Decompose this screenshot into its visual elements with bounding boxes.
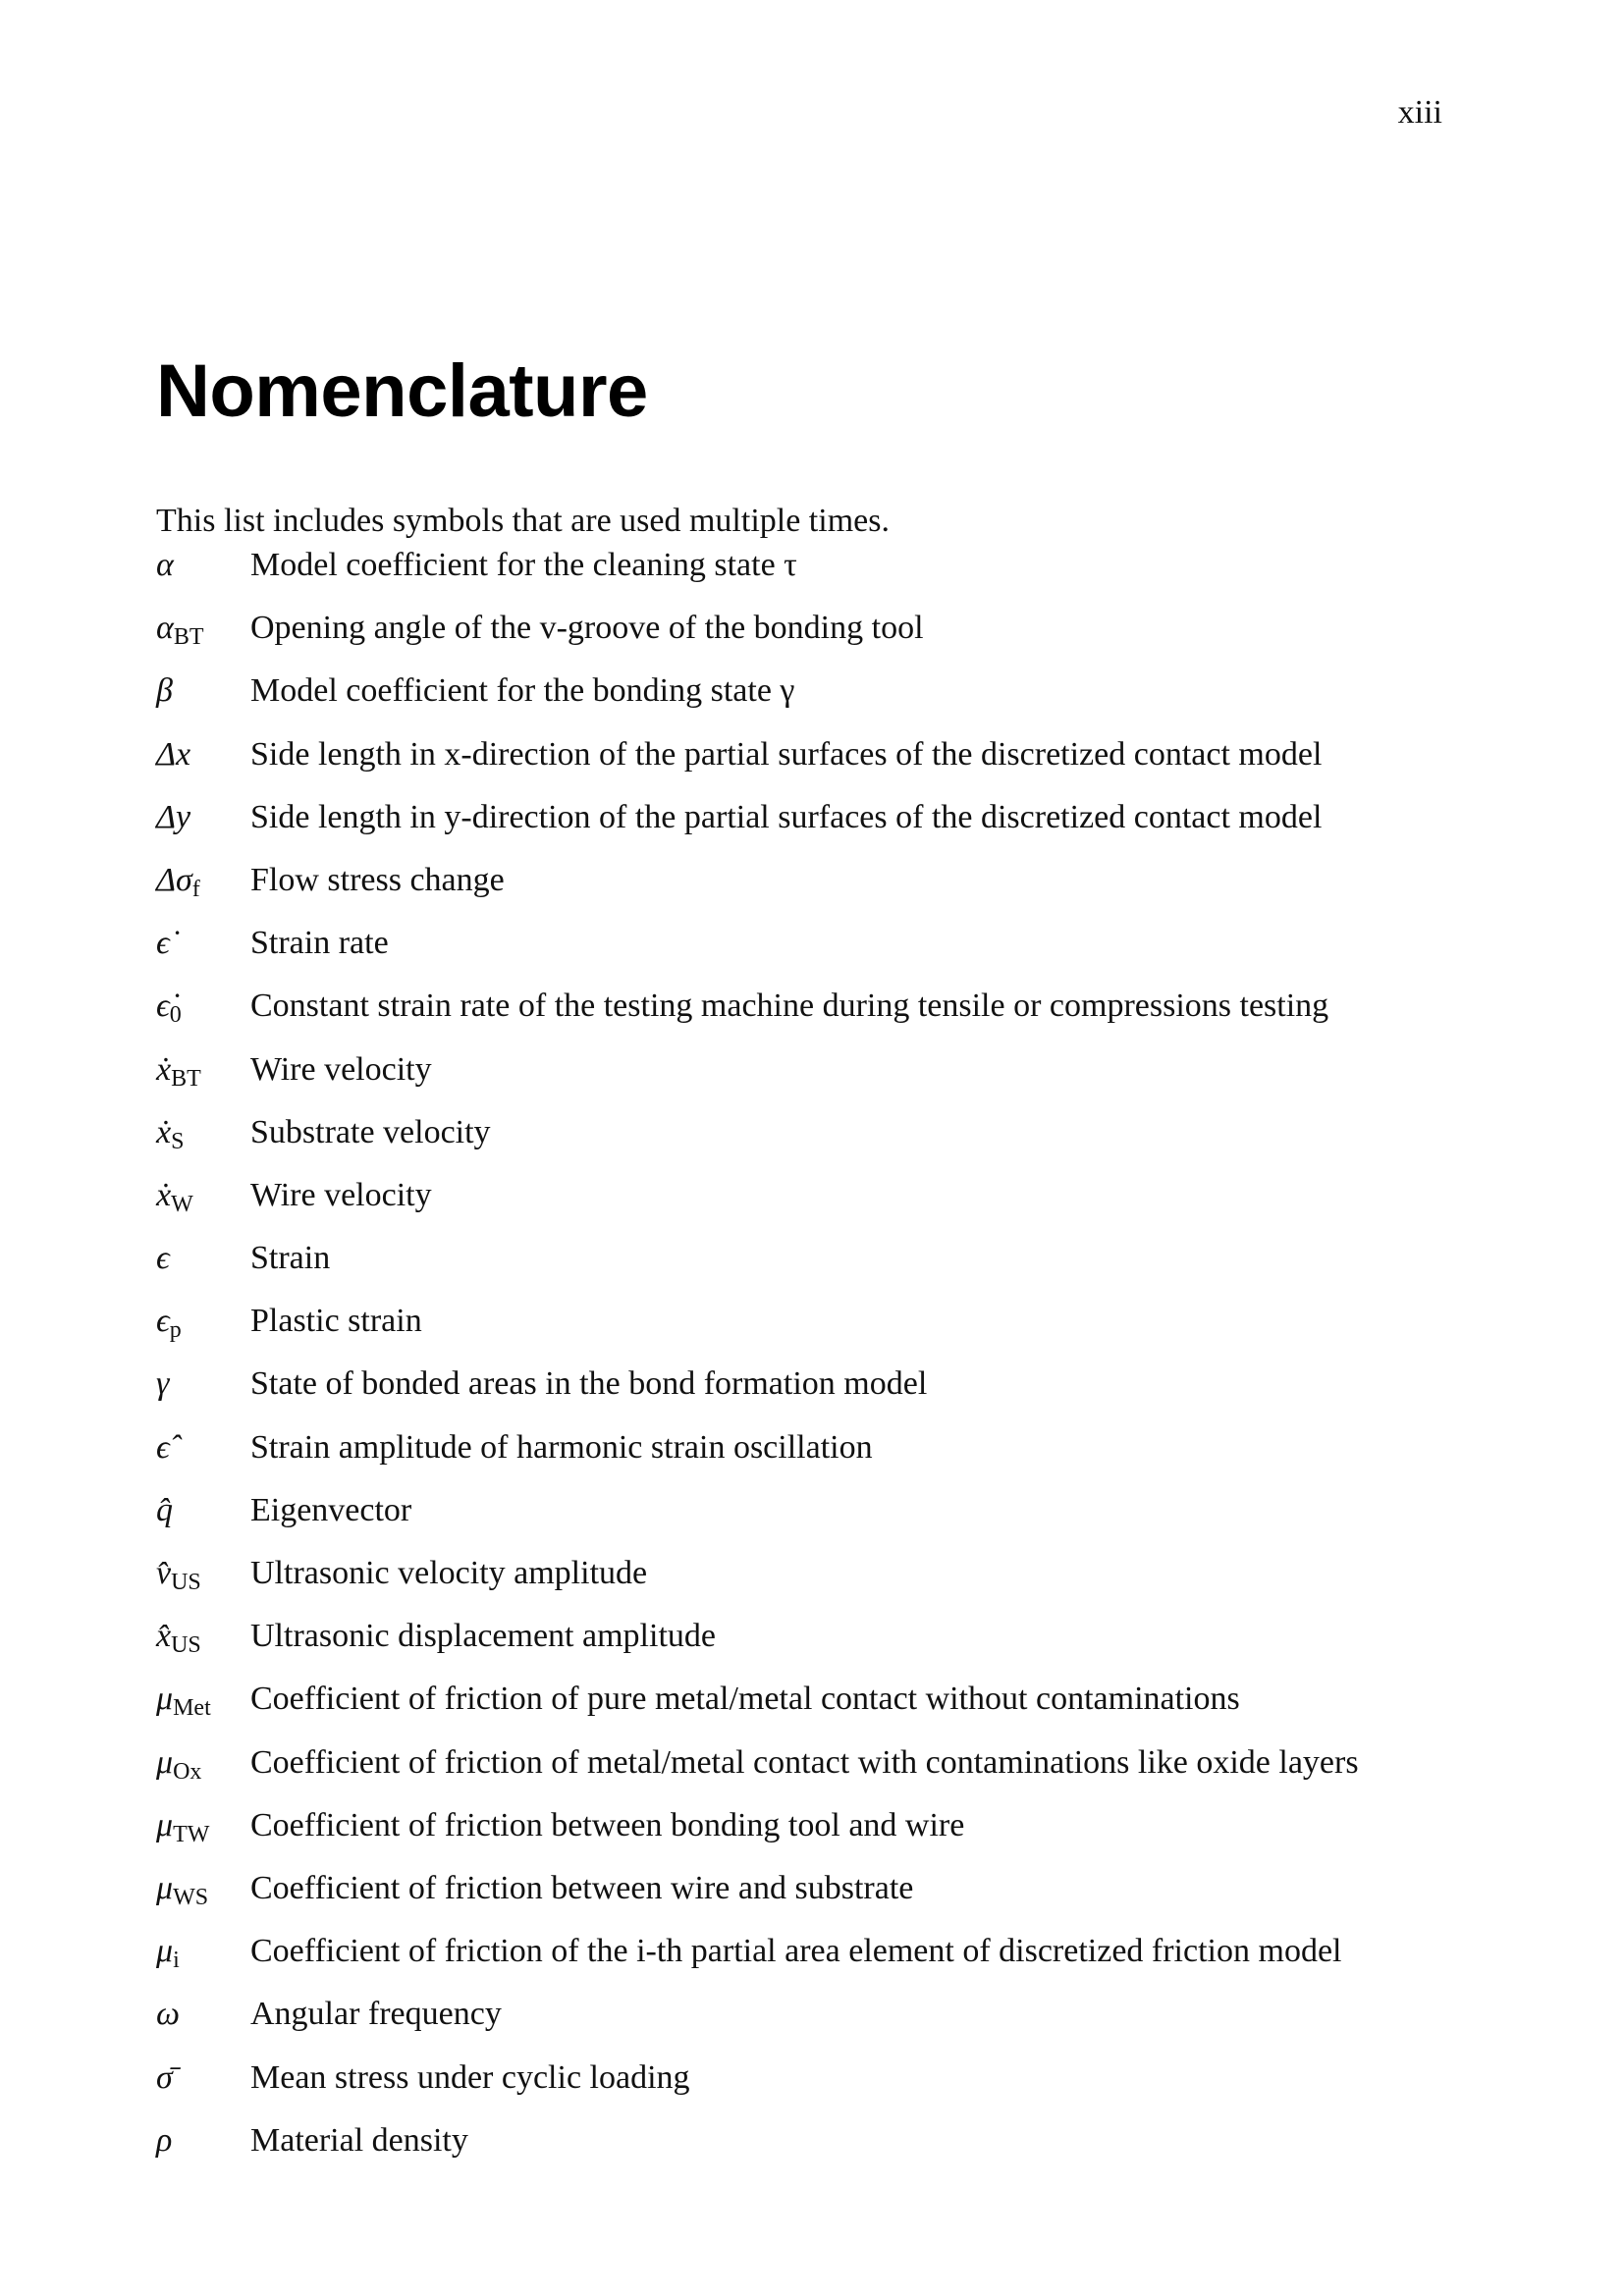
nomenclature-entry [156,1428,1452,1491]
entry-description: Material density [250,2121,468,2159]
entry-symbol [156,609,250,657]
entry-description: Ultrasonic velocity amplitude [250,1555,648,1591]
chapter-title: Nomenclature [156,349,648,433]
symbol-base: γ [156,1365,170,1403]
entry-symbol [156,1995,250,2034]
nomenclature-entry [156,1995,1452,2057]
entry-description: Coefficient of friction of metal/metal contact with contaminations like oxide layers [250,1743,1359,1781]
symbol-subscript: S [171,1128,185,1154]
entry-description: Model coefficient for the cleaning state τ [250,547,797,583]
nomenclature-entry [156,924,1452,987]
symbol-base: μ [156,1743,174,1781]
symbol-subscript: f [191,876,200,902]
nomenclature-entry [156,1176,1452,1239]
entry-description: Opening angle of the v-groove of the bonding tool [250,610,924,647]
entry-description: Wire velocity [250,1050,432,1088]
symbol-base: ρ [156,2121,173,2159]
symbol-base: Δx [156,735,191,773]
entry-description: State of bonded areas in the bond formation model [250,1365,928,1403]
symbol-base: ϵ [156,1303,170,1340]
nomenclature-entry [156,1806,1452,1869]
entry-symbol [156,798,250,837]
nomenclature-entry [156,2121,1452,2184]
entry-symbol [156,987,250,1035]
entry-symbol [156,1239,250,1278]
nomenclature-entry [156,1113,1452,1176]
entry-symbol [156,1491,250,1530]
symbol-base: σ̄ [156,2058,173,2096]
entry-symbol [156,2121,250,2161]
nomenclature-entry [156,798,1452,861]
entry-description: Strain rate [250,925,389,962]
symbol-base: ω [156,1996,181,2033]
symbol-base: Δσ [156,861,192,898]
nomenclature-entry [156,1239,1452,1302]
entry-description: Side length in y-direction of the partial surfaces of the discretized contact model [250,798,1323,835]
symbol-subscript: 0 [169,1002,182,1029]
symbol-base: x̂ [156,1618,172,1655]
nomenclature-entry [156,1932,1452,1995]
symbol-base: μ [156,1806,174,1843]
symbol-subscript: p [169,1317,182,1344]
nomenclature-entry [156,609,1452,671]
entry-symbol [156,1554,250,1602]
entry-symbol [156,1932,250,1980]
symbol-subscript: US [171,1570,201,1595]
entry-description: Coefficient of friction of the i-th partial area element of discretized friction model [250,1933,1342,1970]
symbol-subscript: Ox [173,1758,202,1785]
symbol-base: v̂ [156,1555,172,1591]
symbol-base: μ [156,1681,174,1718]
entry-description: Flow stress change [250,861,505,898]
symbol-base: ẋ [156,1113,172,1150]
symbol-subscript: Met [173,1695,211,1722]
entry-description: Coefficient of friction of pure metal/metal contact without contaminations [250,1681,1240,1718]
entry-symbol [156,735,250,774]
entry-description: Plastic strain [250,1303,422,1340]
entry-description: Strain [250,1240,331,1277]
symbol-base: μ [156,1933,174,1970]
intro-text: This list includes symbols that are used multiple times. [156,503,890,539]
symbol-subscript: TW [173,1821,210,1847]
nomenclature-entry [156,2058,1452,2121]
nomenclature-entry [156,1491,1452,1554]
entry-symbol [156,1113,250,1161]
entry-symbol [156,1869,250,1917]
entry-symbol [156,2058,250,2098]
entry-symbol [156,671,250,711]
symbol-base: ẋ [156,1050,172,1088]
nomenclature-entry [156,671,1452,734]
entry-symbol [156,1302,250,1350]
symbol-subscript: W [171,1191,193,1217]
symbol-base: ϵ [156,1240,170,1277]
entry-symbol [156,1176,250,1224]
entry-description: Coefficient of friction between wire and substrate [250,1869,914,1906]
entry-symbol [156,546,250,585]
symbol-subscript: WS [173,1884,209,1910]
symbol-base: α [156,610,174,647]
entry-symbol [156,1050,250,1098]
symbol-base: Δy [156,798,191,835]
entry-symbol [156,861,250,909]
symbol-base: ϵ̂ [156,1428,170,1466]
nomenclature-entry [156,735,1452,798]
entry-description: Constant strain rate of the testing machine during tensile or compressions testing [250,988,1329,1025]
nomenclature-entry [156,1050,1452,1113]
nomenclature-entry [156,1869,1452,1932]
nomenclature-entry [156,1364,1452,1427]
entry-symbol [156,1680,250,1728]
nomenclature-entry [156,987,1452,1049]
entry-symbol [156,1428,250,1468]
entry-description: Side length in x-direction of the partial surfaces of the discretized contact model [250,735,1323,773]
symbol-base: α [156,547,174,583]
symbol-base: ϵ̇ [156,925,170,962]
entry-description: Wire velocity [250,1176,432,1213]
nomenclature-entry [156,1617,1452,1680]
entry-description: Eigenvector [250,1491,412,1528]
entry-symbol [156,924,250,963]
page-number: xiii [1397,94,1442,131]
symbol-base: β [156,672,173,710]
nomenclature-entry [156,1680,1452,1742]
symbol-subscript: BT [171,1065,201,1092]
entry-symbol [156,1806,250,1854]
entry-description: Angular frequency [250,1996,502,2033]
entry-description: Strain amplitude of harmonic strain oscillation [250,1428,873,1466]
entry-description: Substrate velocity [250,1113,491,1150]
entry-description: Model coefficient for the bonding state γ [250,672,795,710]
nomenclature-entry [156,1302,1452,1364]
entry-symbol [156,1743,250,1791]
entry-description: Coefficient of friction between bonding tool and wire [250,1806,965,1843]
symbol-subscript: US [171,1632,201,1659]
nomenclature-entry [156,1554,1452,1617]
nomenclature-entry [156,861,1452,924]
symbol-subscript: i [173,1948,180,1974]
symbol-base: q̂ [156,1491,173,1528]
entry-description: Ultrasonic displacement amplitude [250,1618,716,1655]
nomenclature-entry [156,546,1452,609]
symbol-base: μ [156,1869,174,1906]
entry-symbol [156,1364,250,1404]
nomenclature-list [156,546,1452,2184]
symbol-base: ϵ̇ [156,988,170,1025]
nomenclature-entry [156,1743,1452,1806]
symbol-base: ẋ [156,1176,172,1213]
entry-symbol [156,1617,250,1665]
symbol-subscript: BT [173,624,204,651]
entry-description: Mean stress under cyclic loading [250,2058,690,2096]
